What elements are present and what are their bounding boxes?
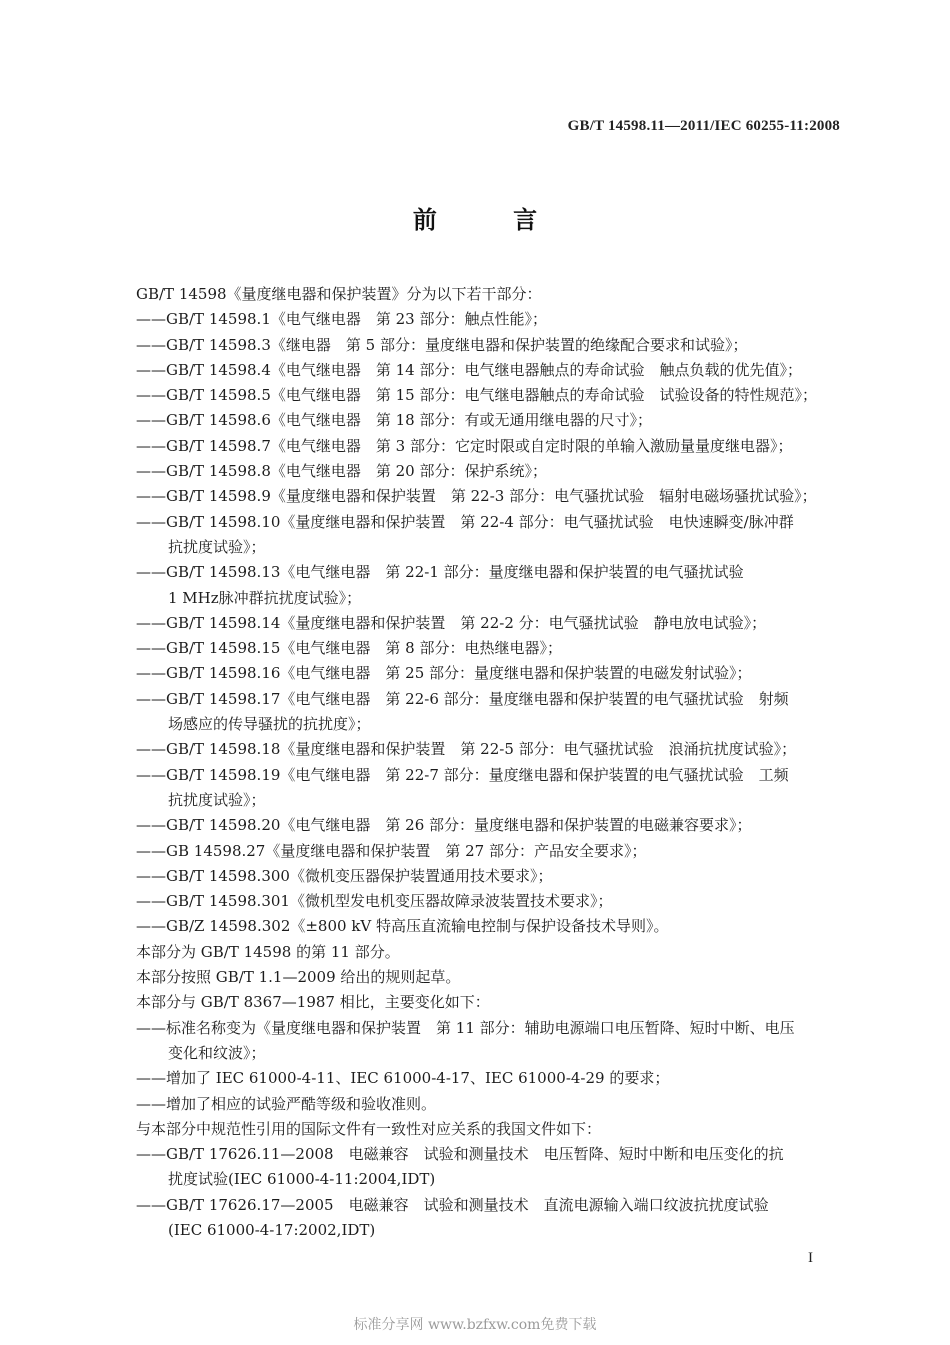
text-line: 抗扰度试验》； (168, 790, 266, 809)
standard-code-header: GB/T 14598.11—2011/IEC 60255-11:2008 (567, 118, 840, 134)
text-line: 与本部分中规范性引用的国际文件有一致性对应关系的我国文件如下： (136, 1119, 602, 1138)
text-line: ——GB/T 14598.17《电气继电器 第 22-6 部分：量度继电器和保护装置的电气骚扰试验 射频 (136, 689, 789, 708)
text-line: ——GB/T 14598.16《电气继电器 第 25 部分：量度继电器和保护装置的电磁发射试验》； (136, 664, 752, 683)
text-line: ——GB/T 14598.10《量度继电器和保护装置 第 22-4 部分：电气骚扰试验 电快速瞬变/脉冲群 (136, 512, 794, 531)
text-line: ——GB/T 14598.5《电气继电器 第 15 部分：电气继电器触点的寿命试验 试验设备的特性规范》； (136, 386, 817, 405)
text-line: ——GB/T 17626.11—2008 电磁兼容 试验和测量技术 电压暂降、短时中断和电压变化的抗 (136, 1145, 784, 1164)
text-line: 本部分按照 GB/T 1.1—2009 给出的规则起草。 (136, 968, 461, 987)
page-number: I (808, 1250, 813, 1266)
text-line: ——GB/T 14598.15《电气继电器 第 8 部分：电热继电器》； (136, 639, 562, 658)
text-line: 变化和纹波》； (168, 1043, 266, 1062)
text-line: (IEC 61000-4-17:2002,IDT) (168, 1220, 376, 1239)
text-line: ——GB 14598.27《量度继电器和保护装置 第 27 部分：产品安全要求》； (136, 841, 647, 860)
text-line: ——GB/T 14598.4《电气继电器 第 14 部分：电气继电器触点的寿命试验 触点负载的优先值》； (136, 360, 802, 379)
text-line: 场感应的传导骚扰的抗扰度》； (168, 715, 371, 734)
text-line: ——GB/T 14598.18《量度继电器和保护装置 第 22-5 部分：电气骚扰试验 浪涌抗扰度试验》； (136, 740, 797, 759)
text-line: 本部分与 GB/T 8367—1987 相比，主要变化如下： (136, 993, 490, 1012)
text-line: 抗扰度试验》； (168, 537, 266, 556)
text-line: ——增加了 IEC 61000-4-11、IEC 61000-4-17、IEC 61000-4-29 的要求； (136, 1069, 670, 1088)
text-line: ——标准名称变为《量度继电器和保护装置 第 11 部分：辅助电源端口电压暂降、短时中断、电压 (136, 1018, 795, 1037)
text-line: ——GB/T 14598.19《电气继电器 第 22-7 部分：量度继电器和保护装置的电气骚扰试验 工频 (136, 765, 789, 784)
text-line: ——GB/T 14598.1《电气继电器 第 23 部分：触点性能》； (136, 310, 547, 329)
text-line: 本部分为 GB/T 14598 的第 11 部分。 (136, 942, 400, 961)
text-line: ——增加了相应的试验严酷等级和验收准则。 (136, 1094, 437, 1113)
text-line: GB/T 14598《量度继电器和保护装置》分为以下若干部分： (136, 285, 542, 303)
text-line: ——GB/T 14598.6《电气继电器 第 18 部分：有或无通用继电器的尺寸》； (136, 411, 652, 430)
text-line: ——GB/T 14598.300《微机变压器保护装置通用技术要求》； (136, 866, 553, 885)
page-title: 前 言 (412, 205, 572, 234)
watermark-text: 标准分享网 www.bzfxw.com免费下载 (353, 1317, 597, 1333)
text-line: ——GB/T 14598.9《量度继电器和保护装置 第 22-3 部分：电气骚扰试验 辐射电磁场骚扰试验》； (136, 487, 817, 506)
text-line: ——GB/T 14598.7《电气继电器 第 3 部分：它定时限或自定时限的单输入激励量量度继电器》； (136, 436, 793, 455)
foreword-body (136, 282, 844, 1243)
text-line: ——GB/Z 14598.302《±800 kV 特高压直流输电控制与保护设备技术导则》。 (136, 917, 669, 936)
text-line: 1 MHz脉冲群抗扰度试验》； (168, 588, 362, 607)
text-line: ——GB/T 14598.20《电气继电器 第 26 部分：量度继电器和保护装置的电磁兼容要求》； (136, 816, 752, 835)
text-line: ——GB/T 17626.17—2005 电磁兼容 试验和测量技术 直流电源输入端口纹波抗扰度试验 (136, 1195, 769, 1214)
text-line: 扰度试验(IEC 61000-4-11:2004,IDT) (168, 1170, 436, 1189)
text-line: ——GB/T 14598.8《电气继电器 第 20 部分：保护系统》； (136, 462, 547, 481)
text-line: ——GB/T 14598.13《电气继电器 第 22-1 部分：量度继电器和保护装置的电气骚扰试验 (136, 563, 744, 582)
text-line: ——GB/T 14598.3《继电器 第 5 部分：量度继电器和保护装置的绝缘配合要求和试验》； (136, 335, 748, 354)
text-line: ——GB/T 14598.14《量度继电器和保护装置 第 22-2 分：电气骚扰试验 静电放电试验》； (136, 613, 767, 632)
text-line: ——GB/T 14598.301《微机型发电机变压器故障录波装置技术要求》； (136, 892, 613, 911)
